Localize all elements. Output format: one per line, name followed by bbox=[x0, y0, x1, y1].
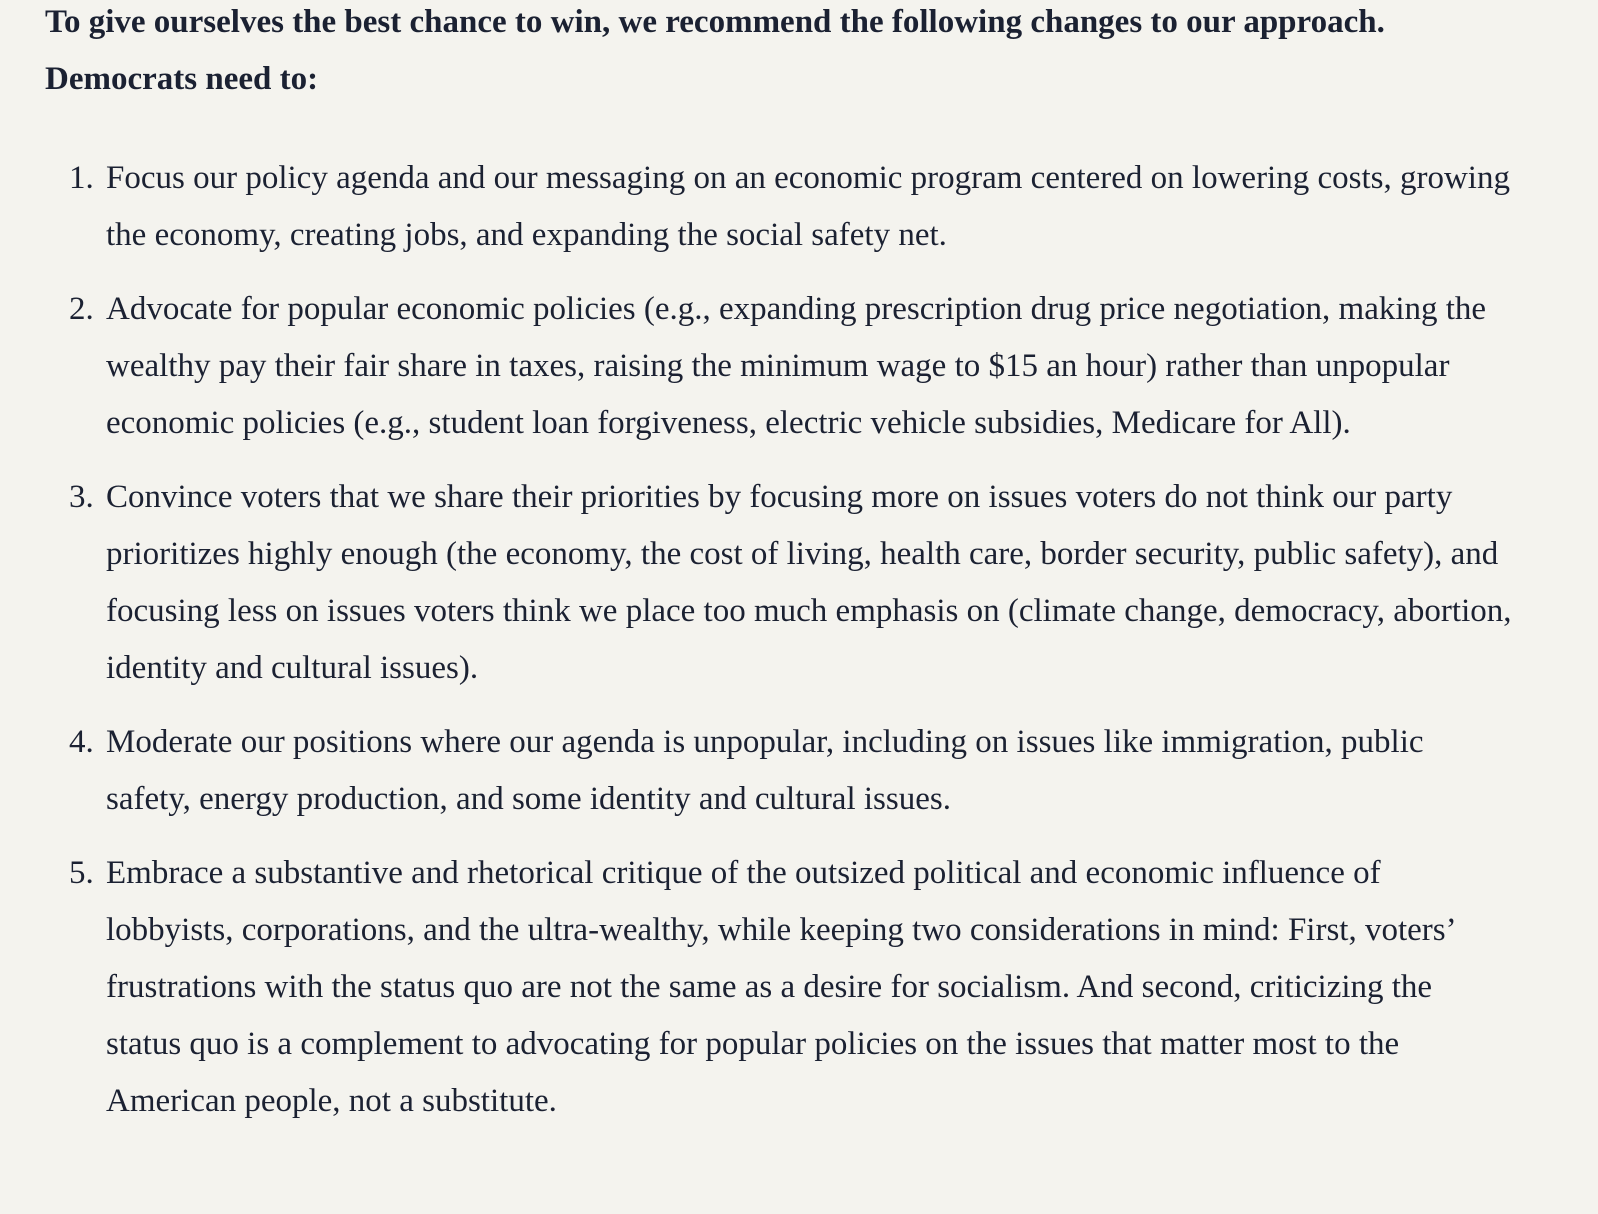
document-body bbox=[45, 0, 1515, 1130]
list-item-5: 5. Embrace a substantive and rhetorical critique of the outsized political and economic influence of lobbyists, corporations, and the ultra-wealthy, while keeping two considerations in mind: First, voters’ frustrations with the status quo are not the same as a desire for socialism. And second, criticizing the status quo is a complement to advocating for popular policies on the issues that matter most to the American people, not a substitute. bbox=[102, 845, 1515, 1130]
list-item-3: 3. Convince voters that we share their priorities by focusing more on issues voters do not think our party prioritizes highly enough (the economy, the cost of living, health care, border security, public safety), and focusing less on issues voters think we place too much emphasis on (climate change, democracy, abortion, identity and cultural issues). bbox=[102, 469, 1515, 697]
list-item-1: 1. Focus our policy agenda and our messaging on an economic program centered on lowering costs, growing the economy, creating jobs, and expanding the social safety net. bbox=[102, 150, 1515, 264]
list-item-4: 4. Moderate our positions where our agenda is unpopular, including on issues like immigration, public safety, energy production, and some identity and cultural issues. bbox=[102, 714, 1515, 828]
intro-paragraph: To give ourselves the best chance to win, we recommend the following changes to our approach. Democrats need to: bbox=[45, 4, 1385, 97]
recommendations-list bbox=[45, 150, 1515, 1130]
list-item-2: 2. Advocate for popular economic policies (e.g., expanding prescription drug price negotiation, making the wealthy pay their fair share in taxes, raising the minimum wage to $15 an hour) rather than unpopular economic policies (e.g., student loan forgiveness, electric vehicle subsidies, Medicare for All). bbox=[102, 281, 1515, 452]
